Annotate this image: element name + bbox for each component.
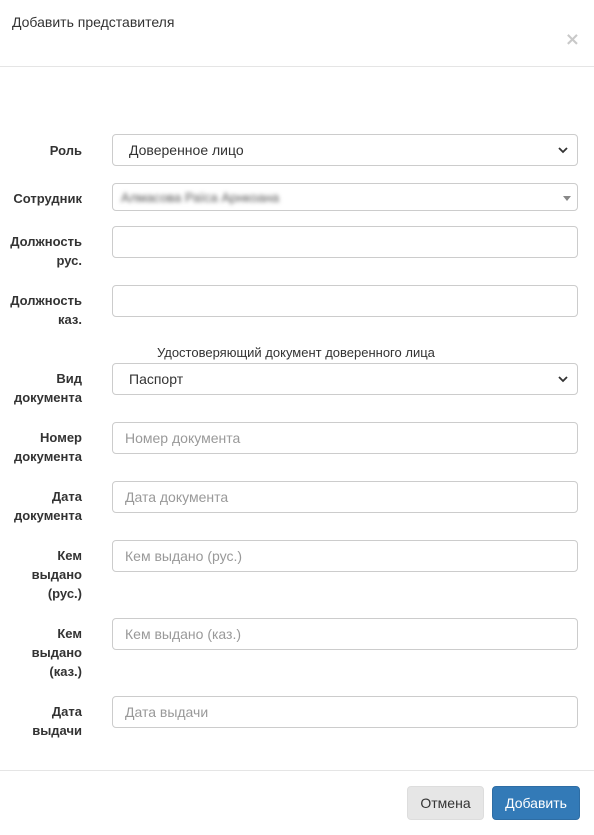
add-button[interactable]: Добавить [492, 786, 580, 820]
doc-type-select-value: Паспорт [129, 371, 184, 387]
issued-by-rus-label-line2: выдано [31, 567, 82, 582]
modal-title: Добавить представителя [12, 14, 175, 30]
issue-date-label [2, 702, 82, 740]
issue-date-label-line2: выдачи [32, 723, 82, 738]
modal-footer [0, 770, 594, 835]
cancel-button[interactable]: Отмена [407, 786, 484, 820]
issued-by-kaz-label-line2: выдано [31, 645, 82, 660]
doc-number-label [2, 428, 82, 466]
doc-type-select[interactable] [112, 363, 578, 395]
issued-by-rus-input[interactable] [112, 540, 578, 572]
issued-by-kaz-label [2, 624, 82, 681]
modal-header [0, 0, 594, 67]
position-rus-input[interactable] [112, 226, 578, 258]
role-label: Роль [49, 143, 82, 158]
issued-by-kaz-label-line3: (каз.) [49, 664, 82, 679]
employee-label: Сотрудник [13, 191, 82, 206]
chevron-down-icon [557, 144, 569, 156]
doc-type-label-line2: документа [13, 390, 82, 405]
issue-date-input[interactable] [112, 696, 578, 728]
chevron-down-icon [557, 373, 569, 385]
close-icon[interactable]: × [564, 29, 580, 50]
role-select[interactable] [112, 134, 578, 166]
issued-by-kaz-input[interactable] [112, 618, 578, 650]
position-rus-label-line2: рус. [56, 253, 82, 268]
doc-number-label-line2: документа [13, 449, 82, 464]
issue-date-label-line1: Дата [51, 704, 82, 719]
doc-number-label-line1: Номер [40, 430, 82, 445]
position-kaz-label [2, 291, 82, 329]
doc-date-label-line1: Дата [51, 489, 82, 504]
doc-date-label [2, 487, 82, 525]
caret-down-icon [563, 196, 571, 201]
doc-number-input[interactable] [112, 422, 578, 454]
issued-by-rus-label-line3: (рус.) [47, 586, 82, 601]
employee-select[interactable] [112, 183, 578, 211]
section-title: Удостоверяющий документ доверенного лица [157, 345, 435, 360]
doc-date-input[interactable] [112, 481, 578, 513]
position-rus-label [2, 232, 82, 270]
position-rus-label-line1: Должность [10, 234, 82, 249]
doc-type-label-line1: Вид [56, 371, 82, 386]
issued-by-rus-label [2, 546, 82, 603]
position-kaz-label-line2: каз. [58, 312, 82, 327]
role-select-value: Доверенное лицо [129, 142, 244, 158]
doc-type-label [2, 369, 82, 407]
position-kaz-label-line1: Должность [10, 293, 82, 308]
issued-by-rus-label-line1: Кем [57, 548, 82, 563]
issued-by-kaz-label-line1: Кем [57, 626, 82, 641]
position-kaz-input[interactable] [112, 285, 578, 317]
employee-select-value: Алмасова Раїса Арнкоана [121, 189, 280, 205]
doc-date-label-line2: документа [13, 508, 82, 523]
